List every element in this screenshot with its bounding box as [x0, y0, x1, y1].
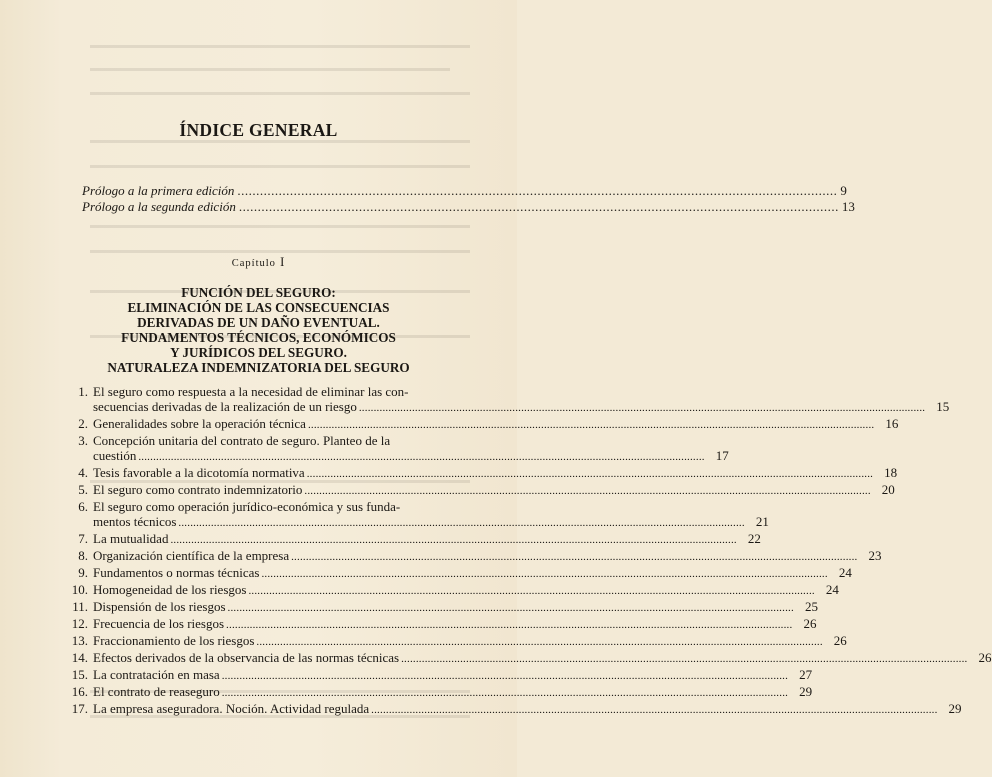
entry-page: 22 — [747, 531, 761, 546]
entry-text: Fraccionamiento de los riesgos — [93, 633, 255, 648]
entry-number: 15. — [71, 667, 88, 682]
dot-leader — [226, 618, 792, 633]
entry-page: 18 — [884, 465, 898, 480]
entry-text: El seguro como operación jurídico-económica y sus funda- — [93, 499, 401, 514]
entry-body — [93, 433, 729, 465]
entry-line — [93, 399, 949, 416]
entry-text: Tesis favorable a la dicotomía normativa — [93, 465, 305, 480]
entry-number: 14. — [71, 650, 88, 665]
entry-number: 13. — [71, 633, 88, 648]
dot-leader — [228, 601, 794, 616]
entry-text: La mutualidad — [93, 531, 169, 546]
entry-number: 17. — [71, 701, 88, 716]
dot-leader — [222, 686, 788, 701]
entry-number: 5. — [78, 482, 88, 497]
entry-number: 12. — [71, 616, 88, 631]
heading-line: FUNCIÓN DEL SEGURO: — [181, 285, 336, 300]
dot-leader — [178, 516, 744, 531]
entry-body — [93, 684, 812, 701]
entry-body — [93, 650, 992, 667]
heading-line: NATURALEZA INDEMNIZATORIA DEL SEGURO — [107, 360, 410, 375]
entry-text: El contrato de reaseguro — [93, 684, 220, 699]
entry-text: Frecuencia de los riesgos — [93, 616, 225, 631]
heading-line: ELIMINACIÓN DE LAS CONSECUENCIAS — [127, 300, 390, 315]
toc-entry — [55, 499, 769, 531]
page-title: ÍNDICE GENERAL — [179, 120, 338, 140]
entry-number: 4. — [78, 465, 88, 480]
entry-line — [93, 384, 949, 399]
entry-line — [93, 448, 729, 465]
toc-entry — [55, 684, 813, 701]
toc-entry — [55, 667, 813, 684]
entry-page: 29 — [948, 701, 962, 716]
heading-line: FUNDAMENTOS TÉCNICOS, ECONÓMICOS — [121, 330, 396, 345]
entry-page: 21 — [755, 514, 769, 529]
entry-text: La empresa aseguradora. Noción. Actividad regulada — [93, 701, 370, 716]
entry-body — [93, 565, 852, 582]
dot-leader — [359, 401, 925, 416]
chapter-label — [0, 255, 517, 270]
entry-text: La contratación en masa — [93, 667, 220, 682]
entry-text: Concepción unitaria del contrato de seguro. Planteo de la — [93, 433, 391, 448]
entry-line — [93, 633, 847, 650]
entry-body — [93, 531, 761, 548]
entry-line — [93, 416, 898, 433]
toc-entry — [55, 633, 847, 650]
entry-text: Fundamentos o normas técnicas — [93, 565, 260, 580]
entry-body — [93, 499, 769, 531]
chapter-word: Capítulo — [231, 258, 276, 269]
entry-line — [93, 531, 761, 548]
table-of-contents — [55, 384, 992, 718]
entry-line — [93, 650, 992, 667]
entry-page: 25 — [804, 599, 818, 614]
dot-leader — [304, 484, 870, 499]
dot-leader — [222, 669, 788, 684]
entry-number: 16. — [71, 684, 88, 699]
toc-entry — [55, 582, 839, 599]
entry-line — [93, 548, 882, 565]
entry-line — [93, 433, 729, 448]
toc-entry — [55, 384, 950, 416]
entry-body — [93, 582, 839, 599]
heading-line: DERIVADAS DE UN DAÑO EVENTUAL. — [137, 315, 380, 330]
chapter-heading — [0, 285, 517, 375]
dot-leader — [307, 467, 873, 482]
entry-page: 24 — [825, 582, 839, 597]
entry-body — [93, 416, 898, 433]
entry-page: 15 — [936, 399, 950, 414]
entry-page: 26 — [978, 650, 992, 665]
dot-leader — [308, 418, 874, 433]
entry-page: 20 — [881, 482, 895, 497]
entry-number: 9. — [78, 565, 88, 580]
entry-line — [93, 499, 769, 514]
entry-page: 17 — [715, 448, 729, 463]
prologo-label: Prólogo a la primera edición — [82, 183, 235, 198]
prologo-page: 13 — [841, 199, 855, 214]
entry-text: El seguro como contrato indemnizatorio — [93, 482, 303, 497]
toc-entry — [55, 482, 895, 499]
entry-page: 24 — [838, 565, 852, 580]
entry-text: secuencias derivadas de la realización de un riesgo — [93, 399, 357, 414]
entry-number: 6. — [78, 499, 88, 514]
entry-page: 29 — [799, 684, 813, 699]
entry-body — [93, 667, 812, 684]
dot-leader — [138, 450, 704, 465]
dot-leader — [291, 550, 857, 565]
prologo-page: 9 — [840, 183, 847, 198]
entry-number: 1. — [78, 384, 88, 399]
dot-leader — [239, 199, 839, 215]
entry-body — [93, 616, 816, 633]
toc-entry — [55, 548, 882, 565]
entry-line — [93, 465, 897, 482]
entry-body — [93, 548, 882, 565]
entry-body — [93, 701, 962, 718]
entry-body — [93, 599, 818, 616]
entry-text: El seguro como respuesta a la necesidad de eliminar las con- — [93, 384, 409, 399]
toc-entry — [55, 599, 818, 616]
toc-entry — [55, 531, 761, 548]
entry-body — [93, 633, 847, 650]
entry-line — [93, 701, 962, 718]
entry-text: cuestión — [93, 448, 137, 463]
toc-entry — [55, 701, 962, 718]
entry-line — [93, 514, 769, 531]
entry-text: Dispensión de los riesgos — [93, 599, 226, 614]
entry-number: 7. — [78, 531, 88, 546]
entry-number: 11. — [72, 599, 88, 614]
entry-line — [93, 582, 839, 599]
entry-line — [93, 482, 895, 499]
toc-entry — [55, 433, 729, 465]
chapter-numeral: I — [280, 255, 286, 269]
dot-leader — [170, 533, 736, 548]
entry-number: 2. — [78, 416, 88, 431]
entry-page: 23 — [868, 548, 882, 563]
entry-line — [93, 599, 818, 616]
entry-page: 26 — [803, 616, 817, 631]
toc-entry — [55, 565, 852, 582]
dot-leader — [261, 567, 827, 582]
entry-text: mentos técnicos — [93, 514, 177, 529]
dot-leader — [256, 635, 822, 650]
toc-entry — [55, 616, 817, 633]
entry-page: 16 — [885, 416, 899, 431]
entry-body — [93, 482, 895, 499]
toc-entry — [55, 416, 899, 433]
entry-number: 8. — [78, 548, 88, 563]
entry-page: 27 — [799, 667, 813, 682]
entry-body — [93, 465, 897, 482]
entry-line — [93, 565, 852, 582]
dot-leader — [401, 652, 967, 667]
entry-line — [93, 667, 812, 684]
dot-leader — [248, 584, 814, 599]
entry-text: Homogeneidad de los riesgos — [93, 582, 247, 597]
prologo-label: Prólogo a la segunda edición — [82, 199, 236, 214]
entry-text: Efectos derivados de la observancia de las normas técnicas — [93, 650, 400, 665]
entry-body — [93, 384, 949, 416]
dot-leader — [371, 703, 937, 718]
toc-entry — [55, 465, 898, 482]
entry-number: 3. — [78, 433, 88, 448]
toc-entry — [55, 650, 992, 667]
heading-line: Y JURÍDICOS DEL SEGURO. — [170, 345, 347, 360]
dot-leader — [237, 183, 837, 199]
prologo-entry-2 — [82, 199, 855, 215]
entry-text: Generalidades sobre la operación técnica — [93, 416, 306, 431]
entry-line — [93, 684, 812, 701]
entry-line — [93, 616, 816, 633]
entry-text: Organización científica de la empresa — [93, 548, 290, 563]
prologo-entry-1 — [82, 183, 847, 199]
entry-number: 10. — [71, 582, 88, 597]
entry-page: 26 — [833, 633, 847, 648]
